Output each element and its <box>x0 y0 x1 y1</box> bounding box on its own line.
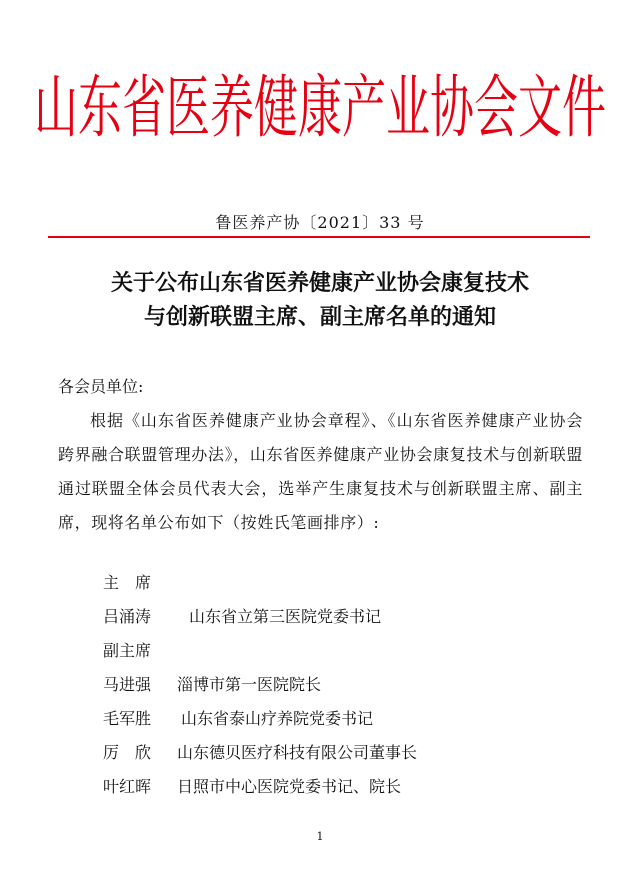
member-position: 山东德贝医疗科技有限公司董事长 <box>177 743 418 762</box>
chair-heading-row <box>103 566 583 600</box>
member-name: 厉 欣 <box>103 743 152 762</box>
member-name: 毛军胜 <box>103 709 152 728</box>
member-name: 吕涌涛 <box>103 607 152 626</box>
notice-body <box>58 370 583 540</box>
vice-chair-heading-row <box>103 634 583 668</box>
document-number: 鲁医养产协〔2021〕33 号 <box>215 213 425 232</box>
salutation: 各会员单位: <box>58 377 144 396</box>
masthead-title: 山东省医养健康产业协会文件 <box>34 69 606 149</box>
member-name: 马进强 <box>103 675 152 694</box>
notice-title <box>40 266 600 334</box>
member-position: 山东省泰山疗养院党委书记 <box>181 709 374 728</box>
list-item <box>103 702 583 736</box>
list-item <box>103 600 583 634</box>
page-number: 1 <box>316 830 324 843</box>
member-position: 淄博市第一医院院长 <box>177 675 322 694</box>
list-item <box>103 668 583 702</box>
chair-heading: 主 席 <box>103 573 152 592</box>
member-name: 叶红晖 <box>103 777 152 796</box>
body-paragraph: 根据《山东省医养健康产业协会章程》、《山东省医养健康产业协会跨界融合联盟管理办法》，山东省医养健康产业协会康复技术与创新联盟通过联盟全体会员代表大会，选举产生康复技术与创新联盟主席、副主席，现将名单公布如下（按姓氏笔画排序）: <box>58 411 583 532</box>
member-position: 日照市中心医院党委书记、院长 <box>177 777 402 796</box>
list-item <box>103 770 583 804</box>
member-position: 山东省立第三医院党委书记 <box>189 607 382 626</box>
notice-title-line-1: 关于公布山东省医养健康产业协会康复技术 <box>110 270 529 296</box>
member-list <box>103 566 583 804</box>
notice-title-line-2: 与创新联盟主席、副主席名单的通知 <box>143 304 496 330</box>
vice-chair-heading: 副主席 <box>103 641 152 660</box>
red-divider-line <box>48 236 590 238</box>
list-item <box>103 736 583 770</box>
